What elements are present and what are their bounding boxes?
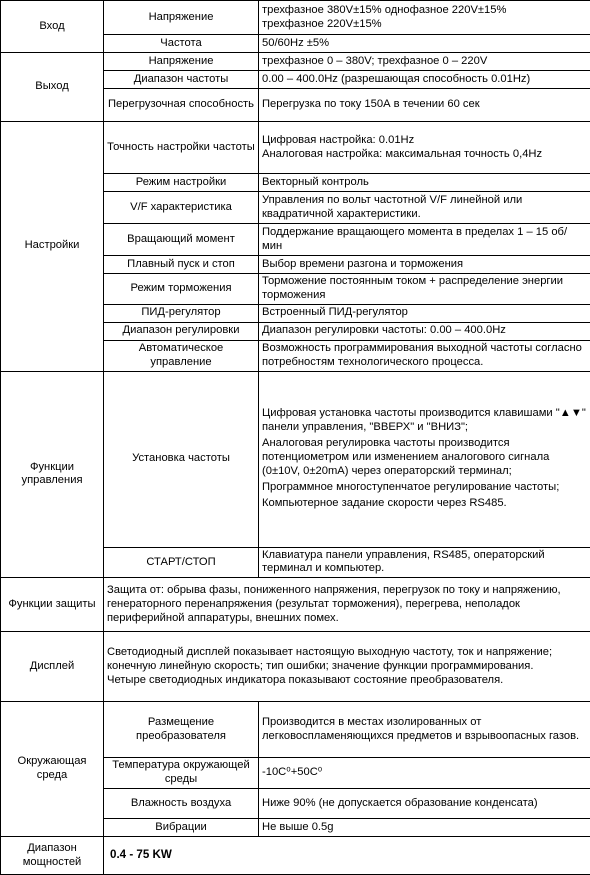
- param-value: Производится в местах изолированных от легковоспламеняющихся предметов и взрывоопасных газов.: [259, 702, 590, 758]
- param-label: СТАРТ/СТОП: [104, 547, 259, 578]
- param-label: ПИД-регулятор: [104, 304, 259, 322]
- table-row: [1, 1, 590, 35]
- param-value: Клавиатура панели управления, RS485, операторский терминал и компьютер.: [259, 547, 590, 578]
- param-label: Автоматическое управление: [104, 340, 259, 371]
- table-row: [1, 837, 590, 875]
- param-label: Частота: [104, 35, 259, 53]
- param-value: Не выше 0.5g: [259, 819, 590, 837]
- table-row: [1, 53, 590, 71]
- param-value: Векторный контроль: [259, 174, 590, 192]
- param-value: Ниже 90% (не допускается образование конденсата): [259, 789, 590, 819]
- table-row: [1, 371, 590, 547]
- param-label: Точность настройки частоты: [104, 122, 259, 174]
- param-label: Диапазон регулировки: [104, 322, 259, 340]
- param-value: Управления по вольт частотной V/F линейной или квадратичной характеристики.: [259, 192, 590, 224]
- param-value: Торможение постоянным током + распределение энергии торможения: [259, 274, 590, 305]
- table-row: [1, 578, 590, 632]
- param-label: Режим настройки: [104, 174, 259, 192]
- param-value: 0.00 – 400.0Hz (разрешающая способность 0.01Hz): [259, 71, 590, 89]
- param-label: Установка частоты: [104, 371, 259, 547]
- section-settings-title: Настройки: [1, 122, 104, 372]
- section-protection-title: Функции защиты: [1, 578, 104, 632]
- protection-text: Защита от: обрыва фазы, пониженного напряжения, перегрузок по току и напряжению, генераторного перенапряжения (результат торможения), перегрева, неполадок периферийной аппаратуры, внешних помех.: [104, 578, 590, 632]
- display-text: Светодиодный дисплей показывает настоящую выходную частоту, ток и напряжение; конечную линейную скорость; тип ошибки; значение функции программирования. Четыре светодиодных индикатора показывают состояние преобразователя.: [104, 632, 590, 702]
- param-value: трехфазное 380V±15% однофазное 220V±15% трехфазное 220V±15%: [259, 1, 590, 35]
- param-value: Цифровая установка частоты производится клавишами "▲▼" панели управления, "ВВЕРХ" и "ВНИЗ"; Аналоговая регулировка частоты производится потенциометром или изменением аналогового сигнала (0±10V, 0±20mA) через операторский терминал; Программное многоступенчатое регулирование частоты; Компьютерное задание скорости через RS485.: [259, 371, 590, 547]
- param-label: Вращающий момент: [104, 224, 259, 256]
- section-power-title: Диапазон мощностей: [1, 837, 104, 875]
- power-range-value: 0.4 - 75 KW: [104, 837, 590, 875]
- param-label: Плавный пуск и стоп: [104, 256, 259, 274]
- section-output-title: Выход: [1, 53, 104, 122]
- param-label: Вибрации: [104, 819, 259, 837]
- section-control-title: Функции управления: [1, 371, 104, 578]
- param-value: Цифровая настройка: 0.01Hz Аналоговая настройка: максимальная точность 0,4Hz: [259, 122, 590, 174]
- param-label: Перегрузочная способность: [104, 89, 259, 122]
- param-label: Напряжение: [104, 1, 259, 35]
- param-value: Диапазон регулировки частоты: 0.00 – 400.0Hz: [259, 322, 590, 340]
- param-label: V/F характеристика: [104, 192, 259, 224]
- param-label: Температура окружающей среды: [104, 758, 259, 789]
- param-label: Напряжение: [104, 53, 259, 71]
- table-row: [1, 702, 590, 758]
- param-value: -10С⁰+50С⁰: [259, 758, 590, 789]
- param-value: Перегрузка по току 150А в течении 60 сек: [259, 89, 590, 122]
- param-value: трехфазное 0 – 380V; трехфазное 0 – 220V: [259, 53, 590, 71]
- section-environment-title: Окружающая среда: [1, 702, 104, 837]
- param-value: Выбор времени разгона и торможения: [259, 256, 590, 274]
- param-value: Встроенный ПИД-регулятор: [259, 304, 590, 322]
- param-label: Размещение преобразователя: [104, 702, 259, 758]
- param-value: 50/60Hz ±5%: [259, 35, 590, 53]
- param-value: Поддержание вращающего момента в пределах 1 – 15 об/мин: [259, 224, 590, 256]
- param-label: Режим торможения: [104, 274, 259, 305]
- param-label: Диапазон частоты: [104, 71, 259, 89]
- param-label: Влажность воздуха: [104, 789, 259, 819]
- param-value: Возможность программирования выходной частоты согласно потребностям технологического процесса.: [259, 340, 590, 371]
- table-row: [1, 632, 590, 702]
- section-input-title: Вход: [1, 1, 104, 53]
- section-display-title: Дисплей: [1, 632, 104, 702]
- table-row: [1, 122, 590, 174]
